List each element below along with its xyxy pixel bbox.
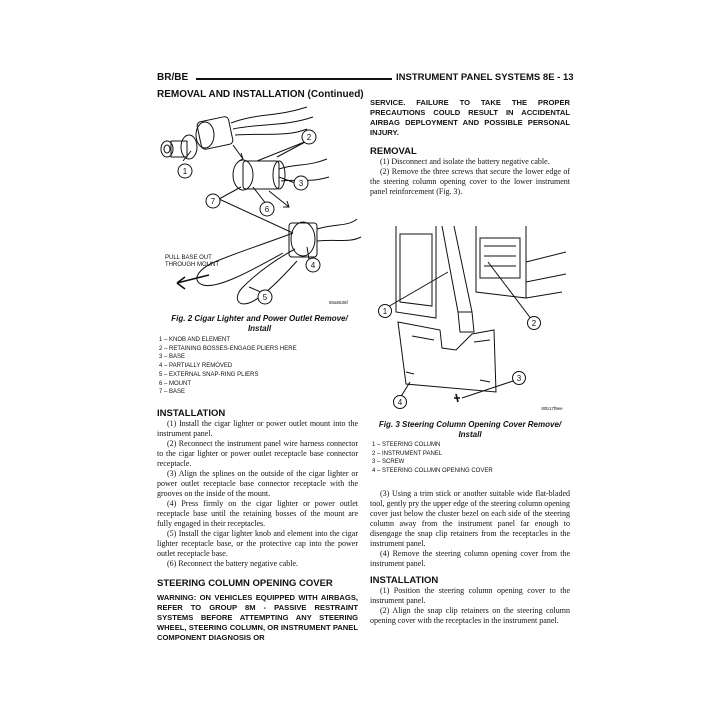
paragraph: (6) Reconnect the battery negative cable.: [167, 559, 299, 568]
figure-3-steering-cover-illustration: [376, 222, 568, 412]
paragraph: (1) Disconnect and isolate the battery negative cable.: [380, 157, 550, 166]
figure-3-legend: [372, 441, 570, 476]
warning-text-right: SERVICE. FAILURE TO TAKE THE PROPER PRECAUTIONS COULD RESULT IN ACCIDENTAL AIRBAG DEPLOYMENT AND POSSIBLE PERSONAL INJURY.: [370, 98, 570, 137]
paragraph: (3) Align the splines on the outside of the cigar lighter or power outlet receptacle base connector receptacle with the grooves on the inside of the mount.: [157, 469, 358, 498]
header-vehicle-code: BR/BE: [157, 72, 189, 83]
warning-text-left: WARNING: ON VEHICLES EQUIPPED WITH AIRBAGS, REFER TO GROUP 8M - PASSIVE RESTRAINT SYSTEMS BEFORE ATTEMPTING ANY STEERING WHEEL, STEERING COLUMN, OR INSTRUMENT PANEL COMPONENT DIAGNOSIS OR: [157, 593, 358, 642]
figure-2-caption: [157, 314, 362, 334]
paragraph: (4) Press firmly on the cigar lighter or power outlet receptacle base until the retaining bosses of the mount are fully engaged in their receptacles.: [157, 499, 358, 528]
legend-item: 1 – STEERING COLUMN: [372, 442, 441, 448]
section-title: REMOVAL AND INSTALLATION (Continued): [157, 89, 364, 100]
fig2-callout-3: 3: [298, 179, 304, 188]
legend-item: 2 – RETAINING BOSSES-ENGAGE PLIERS HERE: [159, 345, 297, 352]
legend-item: 4 – PARTIALLY REMOVED: [159, 363, 233, 370]
steering-cover-heading: STEERING COLUMN OPENING COVER: [157, 578, 333, 589]
fig2-callout-5: 5: [262, 293, 268, 302]
header-section-page: INSTRUMENT PANEL SYSTEMS 8E - 13: [396, 72, 574, 83]
figure-3-caption-line1: Fig. 3 Steering Column Opening Cover Remove/: [378, 420, 562, 429]
figure-2-caption-line2: Install: [247, 324, 272, 333]
fig2-callout-4: 4: [310, 261, 316, 270]
paragraph: (2) Reconnect the instrument panel wire harness connector to the cigar lighter or power outlet receptacle base connector receptacle.: [157, 439, 358, 468]
legend-item: 7 – BASE: [159, 389, 186, 396]
removal-continued-block: [370, 489, 570, 626]
figure-2-legend: [159, 336, 359, 397]
paragraph: (2) Remove the three screws that secure the lower edge of the steering column opening cover to the lower instrument panel reinforcement (Fig. 3).: [370, 167, 570, 196]
fig2-callout-6: 6: [264, 205, 270, 214]
paragraph: (1) Position the steering column opening cover to the instrument panel.: [370, 586, 570, 605]
fig2-pull-label-line2: THROUGH MOUNT: [165, 262, 219, 268]
fig3-callout-1: 1: [382, 307, 388, 316]
paragraph: (2) Align the snap clip retainers on the steering column opening cover with the receptacles in the instrument panel.: [370, 606, 570, 625]
removal-heading: REMOVAL: [370, 146, 417, 157]
legend-item: 6 – MOUNT: [159, 380, 192, 387]
legend-item: 3 – BASE: [159, 354, 186, 361]
paragraph: (3) Using a trim stick or another suitable wide flat-bladed tool, gently pry the upper edge of the steering column opening cover just below the cluster bezel on each side of the steering column away from the instrument panel far enough to disengage the snap clip retainers from the receptacles in the instrument panel.: [370, 489, 570, 548]
legend-item: 1 – KNOB AND ELEMENT: [159, 337, 231, 343]
figure-3-caption-line2: Install: [458, 430, 482, 439]
figure-2-caption-line1: Fig. 2 Cigar Lighter and Power Outlet Remove/: [171, 314, 348, 323]
installation-heading-right: INSTALLATION: [370, 575, 439, 586]
steering-cover-block: [157, 578, 358, 643]
figure-2-cigar-lighter-illustration: [157, 103, 362, 315]
fig2-callout-1: 1: [182, 167, 188, 176]
warning-continued-block: [370, 98, 570, 197]
fig3-callout-2: 2: [531, 319, 537, 328]
legend-item: 2 – INSTRUMENT PANEL: [372, 450, 443, 457]
figure-3-caption: [370, 420, 570, 440]
legend-item: 4 – STEERING COLUMN OPENING COVER: [372, 468, 493, 475]
paragraph: (1) Install the cigar lighter or power outlet mount into the instrument panel.: [157, 419, 358, 438]
fig3-image-code: 80b17f9ee: [541, 406, 563, 411]
legend-item: 3 – SCREW: [372, 459, 405, 466]
legend-item: 5 – EXTERNAL SNAP-RING PLIERS: [159, 371, 259, 378]
header-rule: [196, 78, 392, 80]
fig2-image-code: 80a6536f: [329, 300, 348, 305]
fig2-callout-2: 2: [306, 133, 312, 142]
fig3-callout-4: 4: [397, 398, 403, 407]
fig3-callout-3: 3: [516, 374, 522, 383]
installation-left-block: [157, 408, 358, 569]
paragraph: (4) Remove the steering column opening cover from the instrument panel.: [370, 549, 570, 568]
installation-heading: INSTALLATION: [157, 408, 226, 419]
fig2-pull-label-line1: PULL BASE OUT: [165, 255, 212, 261]
fig2-callout-7: 7: [210, 197, 216, 206]
paragraph: (5) Install the cigar lighter knob and element into the cigar lighter receptacle base, or the protective cap into the power outlet receptacle base.: [157, 529, 358, 558]
